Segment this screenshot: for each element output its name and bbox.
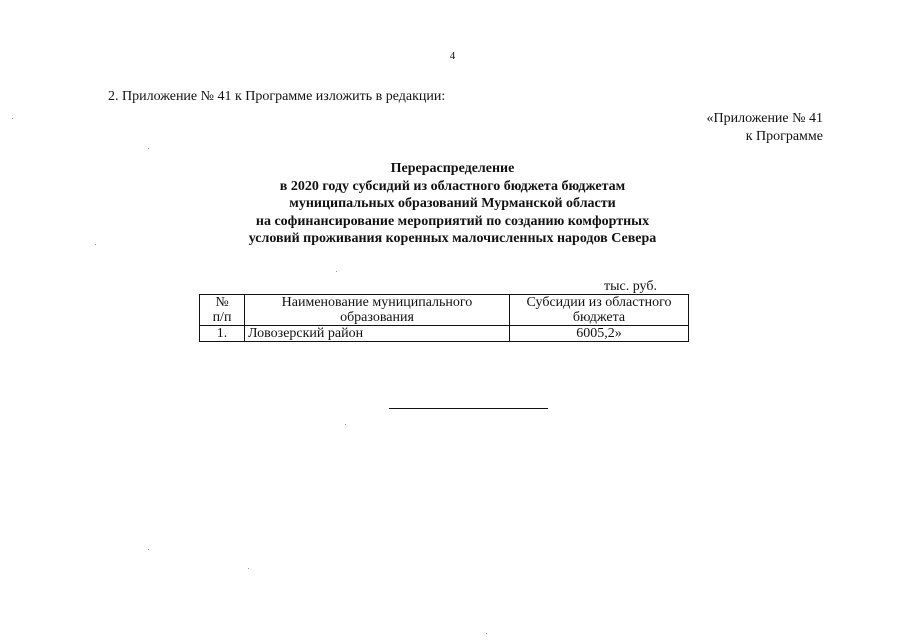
closing-rule	[389, 408, 548, 409]
scan-speck	[248, 568, 249, 569]
scan-speck	[345, 424, 346, 425]
title-line-4: на софинансирование мероприятий по созданию комфортных	[255, 213, 650, 229]
row-subsidy-value: 6005,2»	[510, 326, 689, 342]
page-number: 4	[449, 50, 456, 62]
appendix-reference	[707, 110, 824, 146]
title-line-2: в 2020 году субсидий из областного бюджета бюджетам	[279, 178, 626, 194]
scan-speck	[12, 118, 13, 119]
header-number	[200, 295, 245, 326]
scan-speck	[95, 244, 96, 245]
title-line-1: Перераспределение	[390, 161, 515, 176]
header-number-line-2: п/п	[212, 310, 232, 325]
subsidy-table	[199, 294, 689, 342]
header-subsidy	[510, 295, 689, 326]
table-header-row	[200, 295, 689, 326]
document-title	[0, 160, 905, 248]
amendment-paragraph: 2. Приложение № 41 к Программе изложить в редакции:	[108, 89, 446, 104]
header-subsidy-line-1: Субсидии из областного	[526, 295, 672, 310]
header-subsidy-line-2: бюджета	[572, 310, 626, 325]
title-line-5: условий проживания коренных малочисленных народов Севера	[248, 231, 657, 246]
scan-speck	[148, 549, 149, 550]
header-municipality	[245, 295, 510, 326]
scan-speck	[148, 148, 149, 149]
scan-speck	[336, 271, 337, 272]
title-line-3: муниципальных образований Мурманской области	[289, 196, 616, 211]
row-number: 1.	[200, 326, 245, 342]
row-municipality: Ловозерский район	[245, 326, 510, 342]
header-municipality-line-2: образования	[340, 310, 414, 325]
appendix-line-1: «Приложение № 41	[706, 111, 823, 126]
scan-speck	[486, 633, 487, 634]
appendix-line-2: к Программе	[745, 129, 823, 144]
currency-unit-label: тыс. руб.	[604, 279, 657, 294]
header-municipality-line-1: Наименование муниципального	[281, 295, 473, 310]
header-number-line-1: №	[215, 295, 229, 310]
table-row	[200, 326, 689, 342]
